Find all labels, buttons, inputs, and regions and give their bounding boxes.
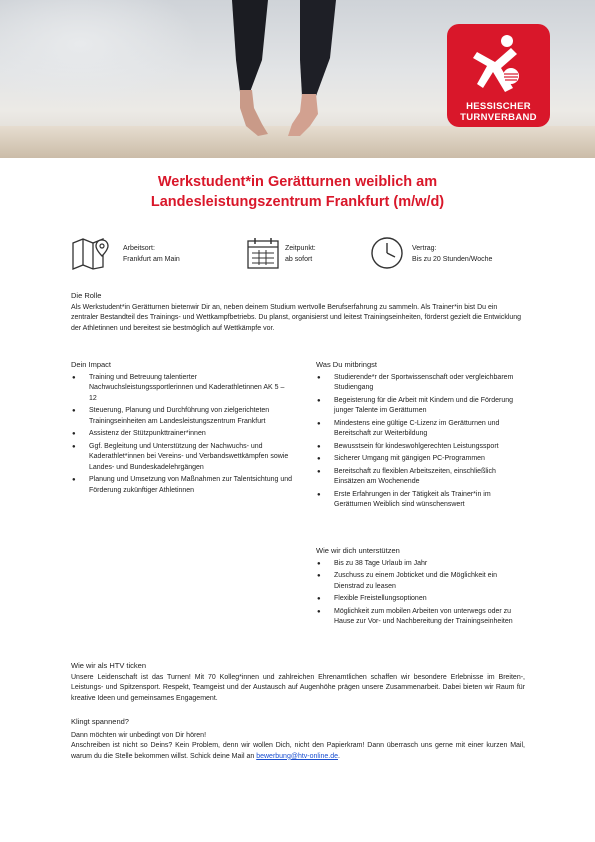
cta-line1: Dann möchten wir unbedingt von Dir hören!: [71, 731, 207, 739]
cta-heading: Klingt spannend?: [71, 717, 129, 726]
clock-icon: [370, 236, 404, 270]
gymnast-logo-icon: [473, 32, 525, 96]
role-text: Als Werkstudent*in Gerätturnen bietenwir Dir an, neben deinem Studium wertvolle Berufserfahrung zu sammeln. Als Trainer*in bist Du ein zentraler Bestandteil des Trainings- und Wettkampfbetriebs. Du planst, organisierst und leitest Trainingseinheiten, förderst gezielt die Entwicklung der Athletinnen und bereitest sie bestmöglich auf Wettkämpfe vor.: [71, 303, 522, 332]
list-item: ● Assistenz der Stützpunkttrainer*innen: [71, 429, 293, 440]
list-item: ● Möglichkeit zum mobilen Arbeiten von unterwegs oder zu Hause zur Vor- und Nachbereitung der Trainingseinheiten: [316, 607, 526, 628]
benefits-section: [316, 546, 526, 630]
list-item: ● Erste Erfahrungen in der Tätigkeit als Trainer*in im Gerätturnen Weiblich sind wünschenswert: [316, 490, 526, 511]
email-link[interactable]: bewerbung@htv-online.de: [256, 752, 339, 760]
htv-logo: [447, 24, 550, 127]
about-heading: Wie wir als HTV ticken: [71, 661, 147, 670]
logo-text-line2: TURNVERBAND: [460, 112, 537, 123]
logo-text-line1: HESSISCHER: [466, 101, 531, 112]
requirements-list: [316, 373, 526, 511]
cta-section: [71, 717, 525, 762]
list-item: ● Ggf. Begleitung und Unterstützung der Nachwuchs- und Kaderathlet*innen bei Vereins- und Verbandswettkämpfen sowie Landes- und Bundeskadelehrgängen: [71, 442, 293, 474]
location-value: Frankfurt am Main: [123, 256, 180, 263]
list-item: ● Steuerung, Planung und Durchführung von zielgerichteten Trainingseinheiten am Landesleistungszentrum Frankfurt: [71, 406, 293, 427]
map-icon: [71, 237, 111, 271]
requirements-section: [316, 360, 526, 513]
list-item: ● Studierende*r der Sportwissenschaft oder vergleichbarem Studiengang: [316, 373, 526, 394]
list-item: ● Sicherer Umgang mit gängigen PC-Programmen: [316, 454, 526, 465]
role-heading: Die Rolle: [71, 291, 102, 300]
cta-text: [71, 741, 525, 762]
about-text: Unsere Leidenschaft ist das Turnen! Mit 70 Kolleg*innen und zahlreichen Ehrenamtlichen schaffen wir besondere Erlebnisse im Breiten-, Leistungs- und Spitzensport. Respekt, Teamgeist und der Austausch auf Augenhöhe prägen unsere Zusammenarbeit. Dabei bieten wir Raum für kreative Ideen und gemeinsames Engagement.: [71, 673, 525, 702]
page-title-line1: Werkstudent*in Gerätturnen weiblich am: [157, 174, 438, 190]
list-item: ● Zuschuss zu einem Jobticket und die Möglichkeit ein Dienstrad zu leasen: [316, 571, 526, 592]
benefits-list: [316, 559, 526, 628]
list-item: ● Training und Betreuung talentierter Nachwuchsleistungssportlerinnen und Kaderathletinnen AK 5 – 12: [71, 373, 293, 405]
impact-heading: Dein Impact: [71, 360, 112, 369]
benefits-heading: Wie wir dich unterstützen: [316, 546, 400, 555]
list-item: ● Bereitschaft zu flexiblen Arbeitszeiten, einschließlich Einsätzen am Wochenende: [316, 467, 526, 488]
role-section: [71, 291, 525, 334]
start-value: ab sofort: [285, 256, 313, 263]
list-item: ● Bewusstsein für kindeswohlgerechten Leistungssport: [316, 442, 526, 453]
cta-text-body: Anschreiben ist nicht so Deins? Kein Problem, denn wir wollen Dich, nicht den Papierkram! Dann überrasch uns gerne mit einer kurzen Mail, warum du die Stelle bekommen willst. Schick deine Mail an: [71, 742, 525, 760]
requirements-heading: Was Du mitbringst: [316, 360, 377, 369]
list-item: ● Planung und Umsetzung von Maßnahmen zur Talentsichtung und Förderung zukünftiger Athletinnen: [71, 475, 293, 496]
location-label: Arbeitsort:: [123, 245, 155, 252]
list-item: ● Flexible Freistellungsoptionen: [316, 594, 526, 605]
impact-section: [71, 360, 293, 498]
list-item: ● Bis zu 38 Tage Urlaub im Jahr: [316, 559, 526, 570]
list-item: ● Mindestens eine gültige C-Lizenz im Gerätturnen und Bereitschaft zur Weiterbildung: [316, 419, 526, 440]
start-label: Zeitpunkt:: [285, 245, 316, 252]
list-item: ● Begeisterung für die Arbeit mit Kindern und die Förderung junger Talente im Gerätturnen: [316, 396, 526, 417]
impact-list: [71, 373, 293, 497]
about-section: [71, 661, 525, 704]
calendar-icon: [246, 236, 280, 270]
contract-label: Vertrag:: [412, 245, 437, 252]
page-title-line2: Landesleistungszentrum Frankfurt (m/w/d): [150, 194, 445, 210]
cta-text-end: .: [338, 752, 340, 760]
contract-value: Bis zu 20 Stunden/Woche: [412, 256, 493, 263]
